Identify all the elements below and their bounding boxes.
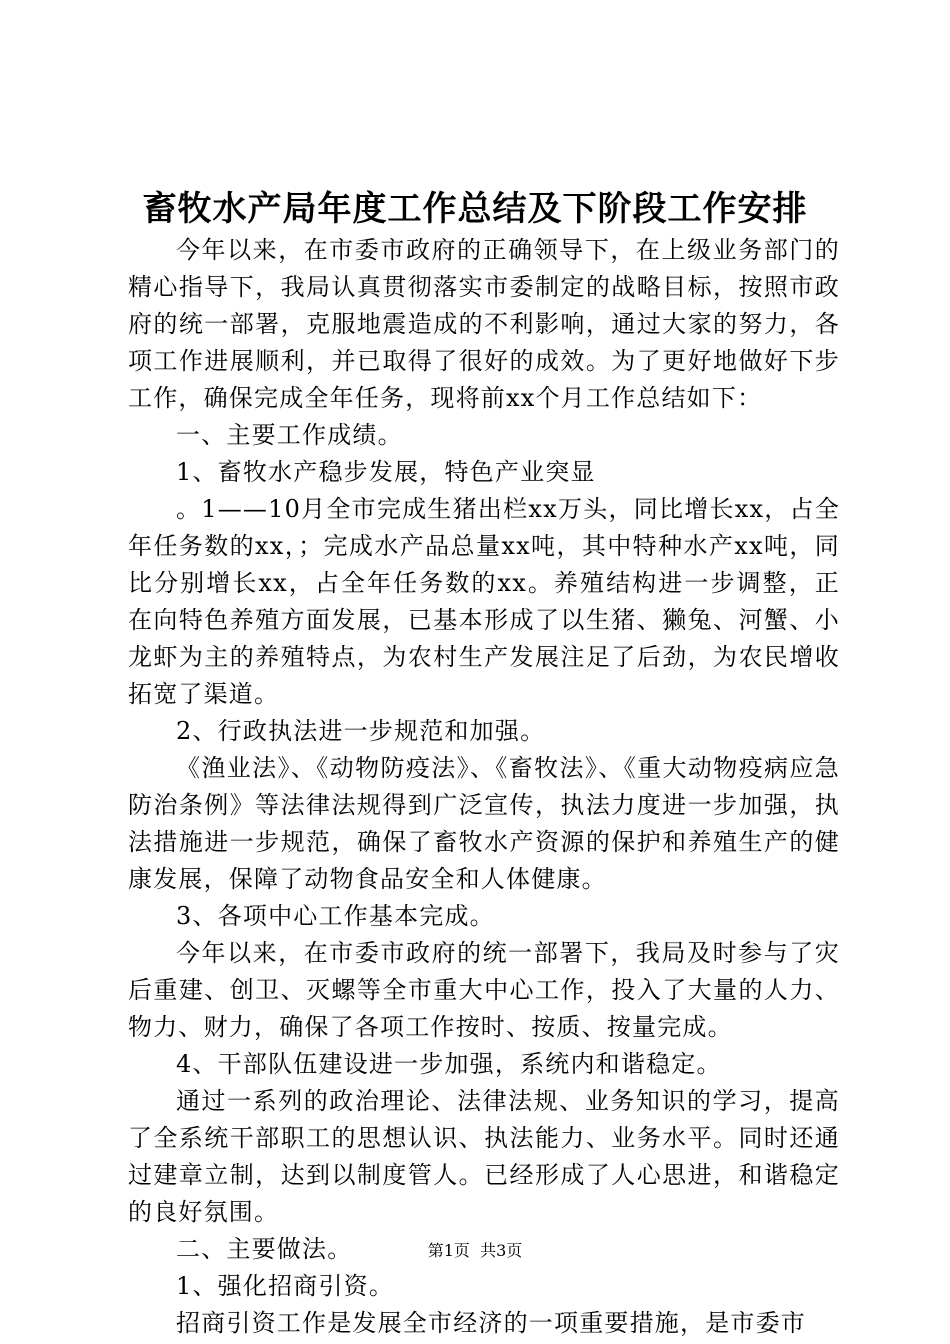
subheading-investment: 1、强化招商引资。 xyxy=(176,1272,395,1300)
subheading-central-work: 3、各项中心工作基本完成。 xyxy=(176,902,495,930)
paragraph-investment: 招商引资工作是发展全市经济的一项重要措施，是市委市 xyxy=(176,1309,806,1337)
heading-main-practices: 二、主要做法。 xyxy=(176,1235,353,1263)
paragraph-cadre-team: 通过一系列的政治理论、法律法规、业务知识的学习，提高了全系统干部职工的思想认识、执法能力、业务水平。同时还通过建章立制，达到以制度管人。已经形成了人心思进，和谐稳定的良好氛围。 xyxy=(128,1087,840,1226)
paragraph-livestock: 。1——10月全市完成生猪出栏xx万头，同比增长xx，占全年任务数的xx，；完成水产品总量xx吨，其中特种水产xx吨，同比分别增长xx，占全年任务数的xx。养殖结构进一步调整，正在向特色养殖方面发展，已基本形成了以生猪、獭兔、河蟹、小龙虾为主的养殖特点，为农村生产发展注足了后劲，为农民增收拓宽了渠道。 xyxy=(128,495,840,708)
subheading-livestock: 1、畜牧水产稳步发展，特色产业突显 xyxy=(176,458,596,486)
paragraph-law-enforcement: 《渔业法》、《动物防疫法》、《畜牧法》、《重大动物疫病应急防治条例》等法律法规得到广泛宣传，执法力度进一步加强，执法措施进一步规范，确保了畜牧水产资源的保护和养殖生产的健康发展，保障了动物食品安全和人体健康。 xyxy=(128,754,840,893)
page-footer xyxy=(0,1240,950,1262)
document-body xyxy=(128,232,840,1342)
footer-spacer xyxy=(470,1241,480,1260)
page-number-total: 共3页 xyxy=(480,1241,523,1260)
heading-main-achievements: 一、主要工作成绩。 xyxy=(176,421,403,449)
paragraph-intro: 今年以来，在市委市政府的正确领导下，在上级业务部门的精心指导下，我局认真贯彻落实市委制定的战略目标，按照市政府的统一部署，克服地震造成的不利影响，通过大家的努力，各项工作进展顺利，并已取得了很好的成效。为了更好地做好下步工作，确保完成全年任务，现将前xx个月工作总结如下： xyxy=(128,236,840,412)
document-title: 畜牧水产局年度工作总结及下阶段工作安排 xyxy=(142,189,808,229)
subheading-law-enforcement: 2、行政执法进一步规范和加强。 xyxy=(176,717,546,745)
page-number-current: 第1页 xyxy=(427,1241,470,1260)
paragraph-central-work: 今年以来，在市委市政府的统一部署下，我局及时参与了灾后重建、创卫、灭螺等全市重大中心工作，投入了大量的人力、物力、财力，确保了各项工作按时、按质、按量完成。 xyxy=(128,939,840,1041)
subheading-cadre-team: 4、干部队伍建设进一步加强，系统内和谐稳定。 xyxy=(176,1050,722,1078)
